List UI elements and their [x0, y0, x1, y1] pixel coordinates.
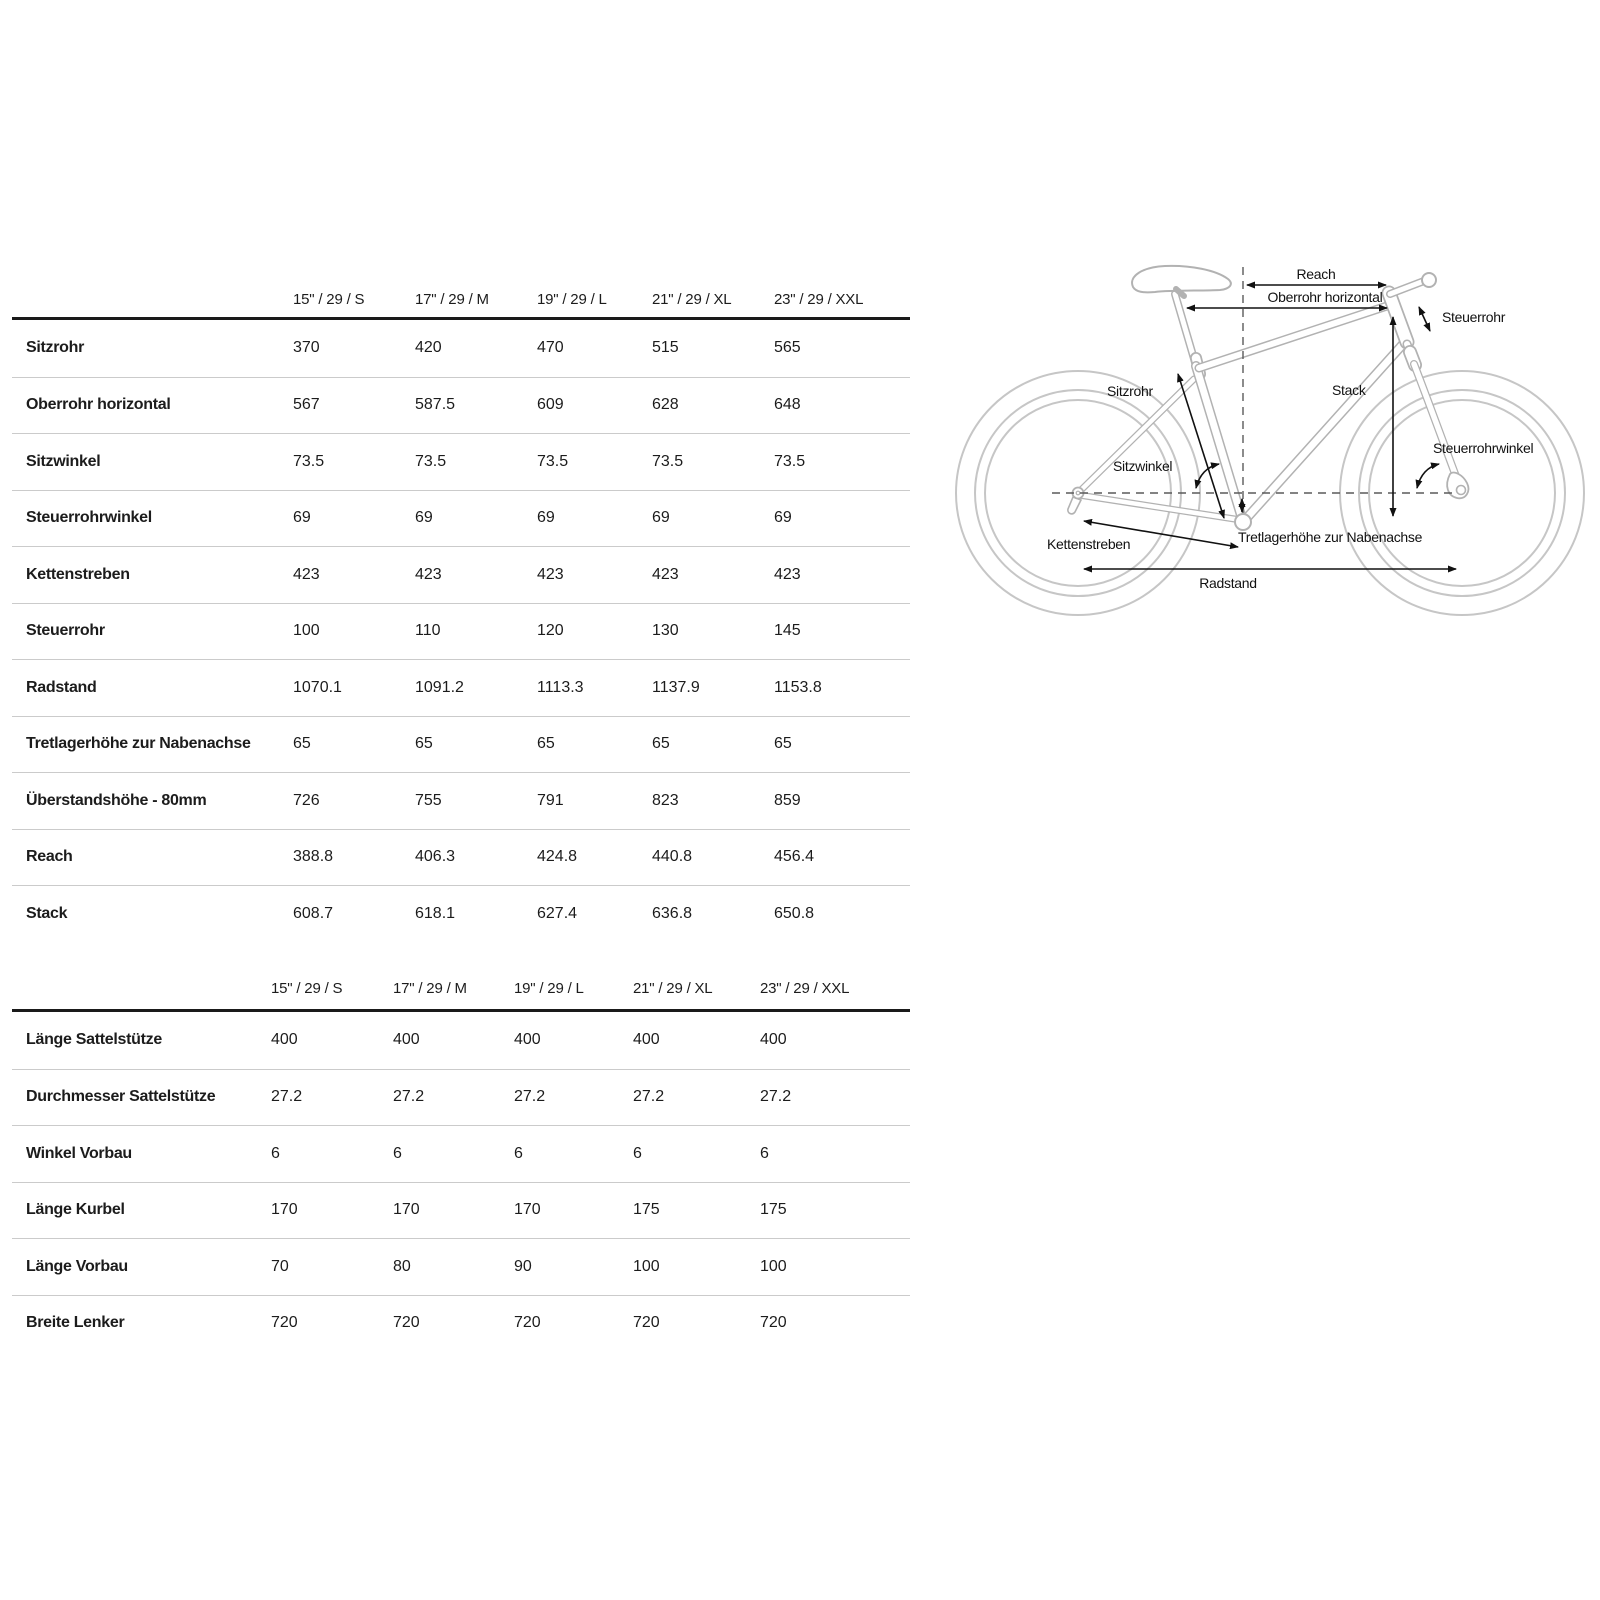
- tretlagerhoehe-label: Tretlagerhöhe zur Nabenachse: [1238, 529, 1423, 545]
- steuerrohrwinkel-arc: [1417, 464, 1439, 488]
- spec-value: 27.2: [514, 1088, 546, 1106]
- spec-value: 424.8: [537, 848, 578, 866]
- spec-value: 175: [760, 1201, 787, 1219]
- spec-value: 65: [537, 735, 555, 753]
- spec-value: 370: [293, 339, 320, 357]
- spec-value: 636.8: [652, 904, 693, 922]
- stack-label: Stack: [1332, 382, 1366, 398]
- spec-value: 618.1: [415, 904, 456, 922]
- spec-value: 65: [652, 735, 670, 753]
- spec-label: Steuerrohrwinkel: [26, 509, 152, 527]
- table-row: [12, 603, 910, 660]
- spec-value: 720: [271, 1314, 298, 1332]
- spec-value: 565: [774, 339, 801, 357]
- sitzrohr-label: Sitzrohr: [1107, 383, 1153, 399]
- steuerrohr-label: Steuerrohr: [1442, 309, 1506, 325]
- spec-value: 170: [393, 1201, 420, 1219]
- spec-value: 1113.3: [537, 678, 584, 696]
- spec-value: 73.5: [774, 452, 806, 470]
- steuerrohr-arrow: [1419, 307, 1430, 331]
- size-column-header: 17" / 29 / M: [393, 980, 467, 997]
- spec-value: 73.5: [537, 452, 569, 470]
- spec-value: 823: [652, 791, 679, 809]
- table-row: [12, 320, 910, 377]
- spec-value: 406.3: [415, 848, 456, 866]
- spec-value: 100: [633, 1257, 660, 1275]
- spec-value: 400: [271, 1031, 298, 1049]
- table-row: [12, 1295, 910, 1352]
- spec-value: 650.8: [774, 904, 815, 922]
- size-column-header: 21" / 29 / XL: [652, 291, 732, 308]
- spec-value: 587.5: [415, 396, 456, 414]
- size-column-header: 19" / 29 / L: [514, 980, 584, 997]
- spec-value: 423: [537, 565, 564, 583]
- spec-label: Durchmesser Sattelstütze: [26, 1088, 216, 1106]
- spec-value: 1091.2: [415, 678, 464, 696]
- spec-value: 27.2: [271, 1088, 303, 1106]
- geometry-table-header-row: [12, 268, 910, 320]
- spec-value: 73.5: [415, 452, 447, 470]
- table-row: [12, 1125, 910, 1182]
- spec-label: Kettenstreben: [26, 565, 130, 583]
- spec-value: 420: [415, 339, 442, 357]
- spec-value: 1137.9: [652, 678, 700, 696]
- spec-value: 145: [774, 622, 801, 640]
- spec-value: 80: [393, 1257, 411, 1275]
- size-column-header: 19" / 29 / L: [537, 291, 607, 308]
- sitzwinkel-label: Sitzwinkel: [1113, 458, 1173, 474]
- spec-value: 400: [633, 1031, 660, 1049]
- spec-label: Radstand: [26, 678, 97, 696]
- spec-value: 110: [415, 622, 441, 640]
- spec-label: Sitzrohr: [26, 339, 85, 357]
- spec-label: Steuerrohr: [26, 622, 105, 640]
- spec-value: 65: [293, 735, 311, 753]
- spec-value: 1070.1: [293, 678, 342, 696]
- spec-label: Reach: [26, 848, 73, 866]
- size-column-header: 15" / 29 / S: [271, 980, 343, 997]
- spec-value: 609: [537, 396, 564, 414]
- table-row: [12, 885, 910, 942]
- spec-value: 175: [633, 1201, 660, 1219]
- spec-value: 170: [271, 1201, 298, 1219]
- spec-value: 120: [537, 622, 564, 640]
- kettenstreben-label: Kettenstreben: [1047, 536, 1131, 552]
- table-row: [12, 377, 910, 434]
- spec-value: 69: [537, 509, 555, 527]
- spec-value: 69: [774, 509, 792, 527]
- size-column-header: 23" / 29 / XXL: [760, 980, 850, 997]
- spec-value: 456.4: [774, 848, 815, 866]
- spec-value: 6: [633, 1144, 642, 1162]
- spec-value: 70: [271, 1257, 289, 1275]
- components-table: [12, 938, 910, 1351]
- size-column-header: 21" / 29 / XL: [633, 980, 713, 997]
- geometry-table: [12, 268, 910, 942]
- spec-value: 73.5: [652, 452, 684, 470]
- spec-value: 388.8: [293, 848, 334, 866]
- spec-value: 170: [514, 1201, 541, 1219]
- spec-value: 423: [415, 565, 442, 583]
- spec-label: Winkel Vorbau: [26, 1144, 132, 1162]
- spec-value: 423: [293, 565, 320, 583]
- table-row: [12, 490, 910, 547]
- spec-value: 423: [652, 565, 679, 583]
- table-row: [12, 659, 910, 716]
- size-column-header: 15" / 29 / S: [293, 291, 365, 308]
- spec-value: 6: [393, 1144, 402, 1162]
- spec-value: 726: [293, 791, 320, 809]
- spec-value: 720: [514, 1314, 541, 1332]
- size-column-header: 17" / 29 / M: [415, 291, 489, 308]
- spec-value: 6: [760, 1144, 769, 1162]
- spec-value: 69: [293, 509, 311, 527]
- spec-value: 100: [760, 1257, 787, 1275]
- spec-value: 628: [652, 396, 679, 414]
- table-row: [12, 546, 910, 603]
- spec-value: 69: [652, 509, 670, 527]
- diagram-labels: [1047, 266, 1533, 591]
- spec-value: 130: [652, 622, 679, 640]
- spec-value: 27.2: [760, 1088, 792, 1106]
- spec-label: Länge Kurbel: [26, 1201, 125, 1219]
- table-row: [12, 1012, 910, 1069]
- steuerrohrwinkel-label: Steuerrohrwinkel: [1433, 440, 1534, 456]
- radstand-label: Radstand: [1199, 575, 1257, 591]
- table-row: [12, 716, 910, 773]
- spec-value: 6: [271, 1144, 280, 1162]
- spec-value: 720: [760, 1314, 787, 1332]
- spec-label: Überstandshöhe - 80mm: [26, 791, 207, 809]
- spec-label: Länge Sattelstütze: [26, 1031, 162, 1049]
- spec-label: Länge Vorbau: [26, 1257, 128, 1275]
- spec-value: 65: [774, 735, 792, 753]
- table-row: [12, 1182, 910, 1239]
- spec-value: 400: [393, 1031, 420, 1049]
- table-row: [12, 829, 910, 886]
- spec-value: 69: [415, 509, 433, 527]
- table-row: [12, 1238, 910, 1295]
- spec-value: 859: [774, 791, 801, 809]
- spec-value: 423: [774, 565, 801, 583]
- spec-value: 567: [293, 396, 320, 414]
- spec-value: 65: [415, 735, 433, 753]
- spec-label: Breite Lenker: [26, 1314, 125, 1332]
- spec-value: 627.4: [537, 904, 578, 922]
- spec-label: Stack: [26, 904, 68, 922]
- spec-value: 27.2: [633, 1088, 665, 1106]
- spec-value: 470: [537, 339, 564, 357]
- spec-label: Oberrohr horizontal: [26, 396, 171, 414]
- spec-value: 720: [393, 1314, 420, 1332]
- table-row: [12, 1069, 910, 1126]
- spec-value: 791: [537, 791, 564, 809]
- size-column-header: 23" / 29 / XXL: [774, 291, 864, 308]
- spec-label: Sitzwinkel: [26, 452, 101, 470]
- spec-value: 100: [293, 622, 320, 640]
- spec-label: Tretlagerhöhe zur Nabenachse: [26, 735, 251, 753]
- spec-value: 608.7: [293, 904, 334, 922]
- spec-value: 440.8: [652, 848, 693, 866]
- spec-value: 400: [760, 1031, 787, 1049]
- spec-value: 6: [514, 1144, 523, 1162]
- bike-geometry-diagram: [930, 240, 1600, 630]
- spec-value: 27.2: [393, 1088, 425, 1106]
- spec-value: 648: [774, 396, 801, 414]
- components-table-header-row: [12, 938, 910, 1012]
- spec-value: 515: [652, 339, 679, 357]
- spec-value: 1153.8: [774, 678, 822, 696]
- oberrohr-horizontal-label: Oberrohr horizontal: [1267, 289, 1383, 305]
- table-row: [12, 433, 910, 490]
- table-row: [12, 772, 910, 829]
- spec-value: 400: [514, 1031, 541, 1049]
- spec-value: 90: [514, 1257, 532, 1275]
- spec-value: 755: [415, 791, 442, 809]
- spec-value: 720: [633, 1314, 660, 1332]
- spec-value: 73.5: [293, 452, 325, 470]
- reach-label: Reach: [1296, 266, 1336, 282]
